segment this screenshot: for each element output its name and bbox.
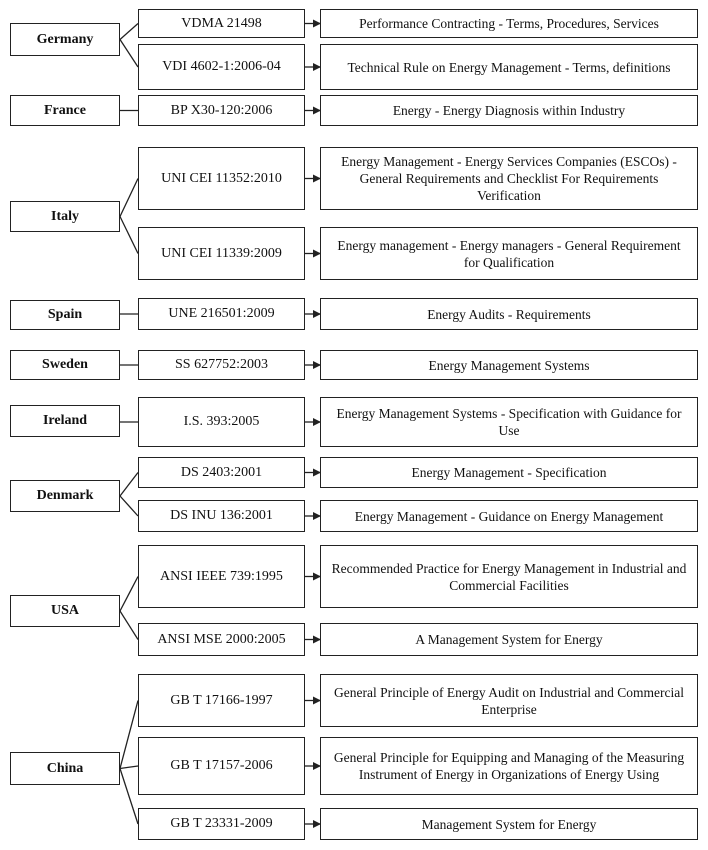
branch-connector (120, 40, 138, 68)
country-label: Germany (10, 23, 120, 56)
branch-connector (120, 769, 138, 825)
standard-description: Technical Rule on Energy Management - Terms, definitions (320, 44, 698, 90)
standard-description: General Principle of Energy Audit on Industrial and Commercial Enterprise (320, 674, 698, 727)
country-label: Sweden (10, 350, 120, 380)
branch-connector (120, 24, 138, 40)
country-label: Spain (10, 300, 120, 330)
country-label: China (10, 752, 120, 785)
standard-code: GB T 17157-2006 (138, 737, 305, 795)
standard-description: Recommended Practice for Energy Management in Industrial and Commercial Facilities (320, 545, 698, 608)
standard-code: BP X30-120:2006 (138, 95, 305, 126)
standard-code: I.S. 393:2005 (138, 397, 305, 447)
country-label: France (10, 95, 120, 126)
standard-code: UNI CEI 11352:2010 (138, 147, 305, 210)
standard-description: Management System for Energy (320, 808, 698, 840)
standard-description: Energy Audits - Requirements (320, 298, 698, 330)
branch-connector (120, 766, 138, 769)
standard-description: Energy Management Systems - Specification with Guidance for Use (320, 397, 698, 447)
standard-code: GB T 23331-2009 (138, 808, 305, 840)
standard-description: A Management System for Energy (320, 623, 698, 656)
branch-connector (120, 701, 138, 769)
branch-connector (120, 217, 138, 254)
standard-code: DS INU 136:2001 (138, 500, 305, 532)
standard-code: ANSI MSE 2000:2005 (138, 623, 305, 656)
standard-description: Energy Management - Specification (320, 457, 698, 488)
branch-connector (120, 179, 138, 217)
branch-connector (120, 473, 138, 497)
standard-code: UNI CEI 11339:2009 (138, 227, 305, 280)
standard-description: Energy - Energy Diagnosis within Industry (320, 95, 698, 126)
standard-code: VDI 4602-1:2006-04 (138, 44, 305, 90)
standard-description: Performance Contracting - Terms, Procedures, Services (320, 9, 698, 38)
standard-code: GB T 17166-1997 (138, 674, 305, 727)
branch-connector (120, 611, 138, 640)
country-label: USA (10, 595, 120, 627)
branch-connector (120, 577, 138, 612)
standard-code: DS 2403:2001 (138, 457, 305, 488)
standard-description: Energy Management - Energy Services Companies (ESCOs) - General Requirements and Checklist For Requirements Verification (320, 147, 698, 210)
branch-connector (120, 496, 138, 516)
standard-code: ANSI IEEE 739:1995 (138, 545, 305, 608)
country-label: Denmark (10, 480, 120, 512)
standard-code: VDMA 21498 (138, 9, 305, 38)
standard-description: General Principle for Equipping and Managing of the Measuring Instrument of Energy in Organizations of Energy Using (320, 737, 698, 795)
standard-description: Energy Management Systems (320, 350, 698, 380)
country-label: Italy (10, 201, 120, 232)
standard-description: Energy Management - Guidance on Energy Management (320, 500, 698, 532)
country-label: Ireland (10, 405, 120, 437)
standard-code: UNE 216501:2009 (138, 298, 305, 330)
standard-description: Energy management - Energy managers - General Requirement for Qualification (320, 227, 698, 280)
standard-code: SS 627752:2003 (138, 350, 305, 380)
